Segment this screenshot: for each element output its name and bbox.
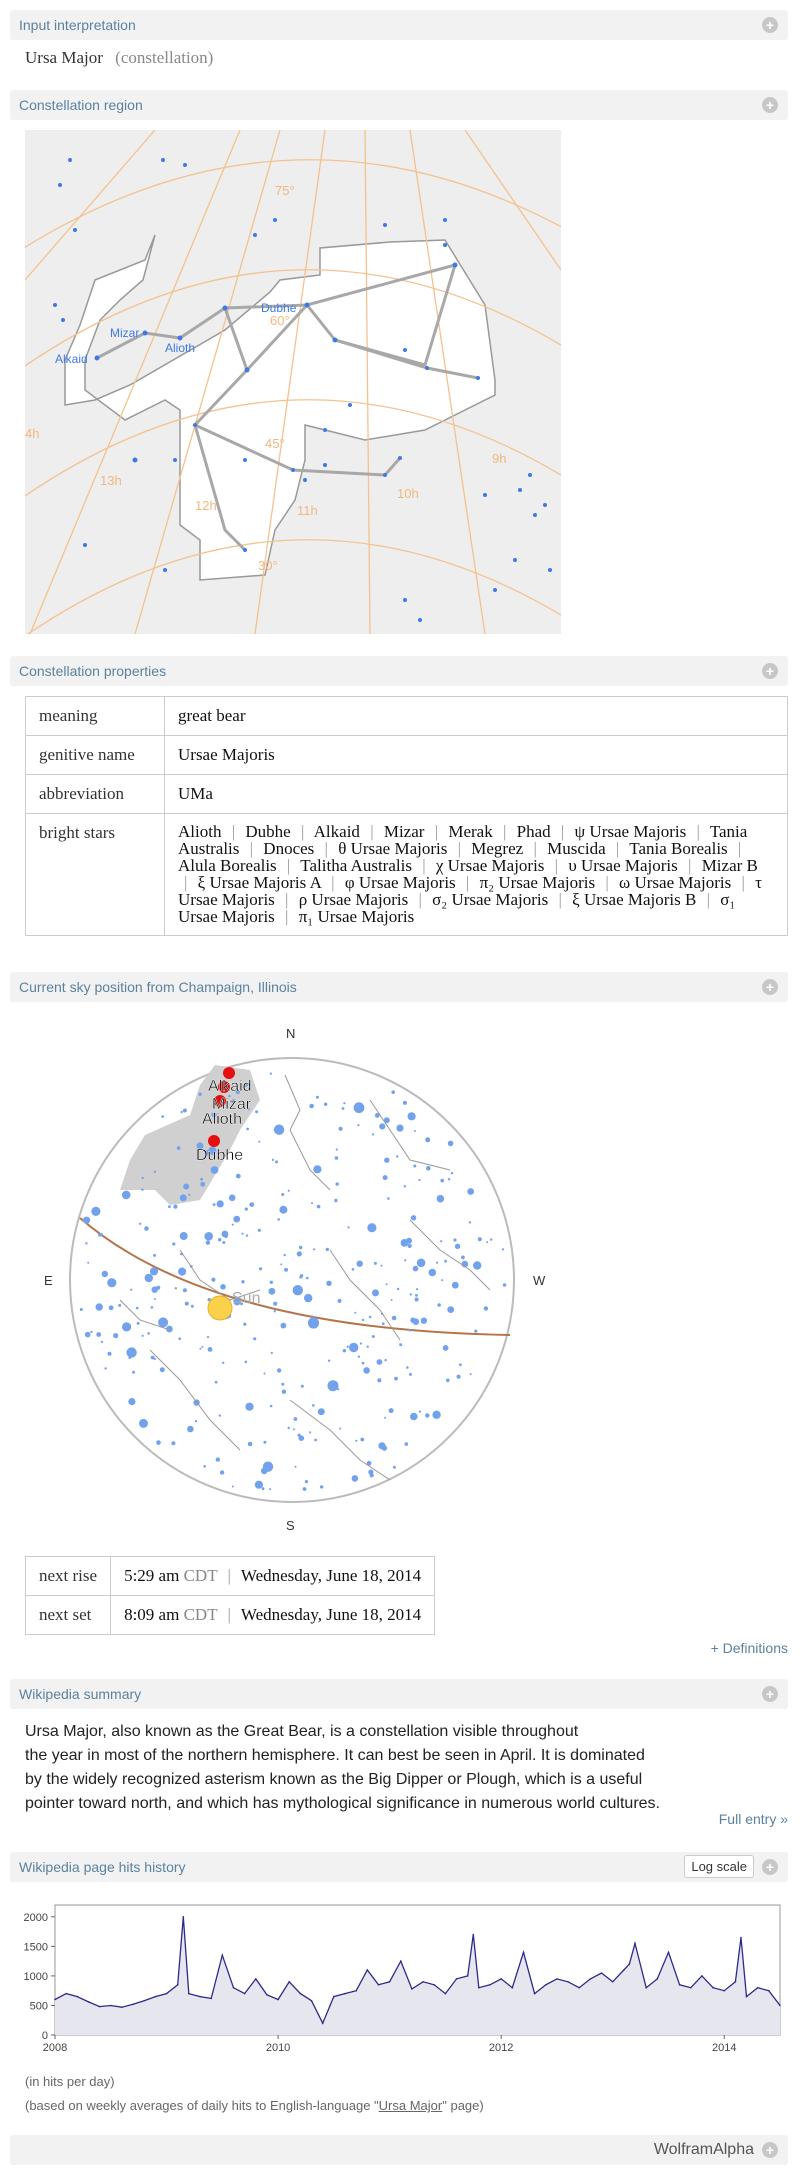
pod-title: Current sky position from Champaign, Illinois xyxy=(19,979,297,995)
separator: | xyxy=(688,856,692,875)
bright-star-item: Alioth xyxy=(178,822,222,841)
properties-table xyxy=(25,696,788,936)
data-point xyxy=(277,1999,279,2001)
data-point xyxy=(355,1990,357,1992)
properties-pod-header xyxy=(10,656,788,686)
data-point xyxy=(679,1984,681,1986)
wiki-pod-header xyxy=(10,1679,788,1709)
row-label: meaning xyxy=(26,697,165,736)
x-tick-label: 2010 xyxy=(265,2042,291,2054)
sky-label-mizar: Mizar xyxy=(212,1096,252,1113)
pod-title: Constellation properties xyxy=(19,663,167,679)
data-point xyxy=(779,2005,781,2007)
source-note-prefix: (based on weekly averages of daily hits to English-language " xyxy=(25,2098,379,2113)
data-point xyxy=(545,1984,547,1986)
x-tick-label: 2014 xyxy=(711,2042,737,2054)
data-point xyxy=(400,1960,402,1962)
data-point xyxy=(210,1998,212,2000)
data-point xyxy=(183,1916,185,1918)
data-point xyxy=(411,1988,413,1990)
set-label: next set xyxy=(26,1596,111,1635)
compass-n: N xyxy=(286,1026,296,1041)
table-row xyxy=(26,736,788,775)
unit-note: (in hits per day) xyxy=(25,2074,115,2089)
data-point xyxy=(768,1990,770,1992)
bright-star-item: Phad xyxy=(516,822,551,841)
data-point xyxy=(746,1996,748,1998)
bright-star-item: Megrez xyxy=(471,839,524,858)
expand-plus-icon[interactable]: + xyxy=(762,663,778,679)
expand-plus-icon[interactable]: + xyxy=(762,2142,778,2158)
data-point xyxy=(199,1996,201,1998)
y-tick-label: 0 xyxy=(41,2030,48,2042)
bright-star-item: υ Ursae Majoris xyxy=(568,856,678,875)
input-interpretation xyxy=(25,48,213,68)
data-point xyxy=(634,1943,636,1945)
map-grid-label: 60° xyxy=(270,313,290,328)
rise-tz: CDT xyxy=(183,1566,218,1585)
separator: | xyxy=(249,839,254,858)
map-grid-label: 9h xyxy=(492,451,507,466)
separator: | xyxy=(422,856,426,875)
source-note-suffix: " page) xyxy=(442,2098,484,2113)
sky-map xyxy=(30,1020,570,1540)
data-point xyxy=(740,1937,742,1939)
separator: | xyxy=(696,822,700,841)
bright-star-item: ω Ursae Majoris xyxy=(619,873,732,892)
sky-label-alkaid: Alkaid xyxy=(208,1078,252,1095)
data-point xyxy=(333,1996,335,1998)
data-point xyxy=(534,1993,536,1995)
data-point xyxy=(478,1987,480,1989)
constellation-name: Ursa Major xyxy=(25,48,103,67)
data-point xyxy=(473,1934,475,1936)
row-value: UMa xyxy=(165,775,788,814)
bright-star-item: Tania Australis xyxy=(178,822,748,858)
separator: | xyxy=(300,822,305,841)
data-point xyxy=(578,1987,580,1989)
data-point xyxy=(233,1987,235,1989)
separator: | xyxy=(331,873,335,892)
map-label-mizar: Mizar xyxy=(110,326,140,340)
bright-star-item: Muscida xyxy=(547,839,606,858)
footer-bar xyxy=(10,2135,788,2165)
bright-star-item: Talitha Australis xyxy=(300,856,412,875)
expand-plus-icon[interactable]: + xyxy=(762,17,778,33)
separator: | xyxy=(184,873,188,892)
compass-s: S xyxy=(286,1518,295,1533)
y-tick-label: 2000 xyxy=(23,1911,48,1924)
data-point xyxy=(629,1963,631,1965)
map-grid-label: 12h xyxy=(195,498,217,513)
separator: | xyxy=(418,890,422,909)
separator: | xyxy=(324,839,328,858)
data-point xyxy=(500,1978,502,1980)
bright-star-item: Mizar xyxy=(383,822,425,841)
data-point xyxy=(344,1993,346,1995)
y-tick-label: 500 xyxy=(29,2000,48,2013)
data-point xyxy=(567,1981,569,1983)
row-value: Ursae Majoris xyxy=(165,736,788,775)
map-grid-label: 11h xyxy=(297,503,318,518)
separator: | xyxy=(554,856,559,875)
expand-plus-icon[interactable]: + xyxy=(762,97,778,113)
definitions-link[interactable]: + Definitions xyxy=(710,1640,788,1656)
wiki-summary-text xyxy=(25,1720,685,1816)
log-scale-button[interactable]: Log scale xyxy=(684,1855,754,1878)
compass-w: W xyxy=(533,1273,546,1288)
pod-title: Constellation region xyxy=(19,97,143,113)
bright-star-item: σ₁ Ursae Majoris xyxy=(178,890,736,926)
data-point xyxy=(645,1987,647,1989)
table-row: next set 8:09 am CDT | Wednesday, June 18, 2014 xyxy=(26,1596,435,1635)
data-point xyxy=(188,1993,190,1995)
set-tz: CDT xyxy=(183,1605,218,1624)
table-row xyxy=(26,697,788,736)
separator: | xyxy=(533,839,537,858)
constellation-region-map xyxy=(25,130,561,634)
separator: | xyxy=(370,822,374,841)
bright-stars-list xyxy=(165,814,788,936)
data-point xyxy=(668,1952,670,1954)
data-point xyxy=(456,1978,458,1980)
data-point xyxy=(367,1969,369,1971)
data-point xyxy=(757,1987,759,1989)
data-point xyxy=(255,1978,257,1980)
data-point xyxy=(735,1981,737,1983)
data-point xyxy=(177,1984,179,1986)
separator: | xyxy=(457,839,462,858)
map-label-dubhe: Dubhe xyxy=(261,301,297,315)
row-label: abbreviation xyxy=(26,775,165,814)
data-point xyxy=(311,2000,313,2002)
table-row: next rise 5:29 am CDT | Wednesday, June 18, 2014 xyxy=(26,1557,435,1596)
data-point xyxy=(222,1954,224,1956)
map-grid-label: 75° xyxy=(275,183,295,198)
bright-star-item: χ Ursae Majoris xyxy=(435,856,545,875)
data-point xyxy=(623,1969,625,1971)
separator: | xyxy=(615,839,620,858)
data-point xyxy=(88,2001,90,2003)
sky-label-alioth: Alioth xyxy=(202,1111,243,1128)
sky-label-dubhe: Dubhe xyxy=(196,1147,244,1164)
wolframalpha-brand: WolframAlpha xyxy=(653,2141,754,2158)
bright-star-item: Tania Borealis xyxy=(629,839,728,858)
hits-pod-header xyxy=(10,1852,788,1882)
data-point xyxy=(723,1990,725,1992)
separator: | xyxy=(737,839,742,858)
data-point xyxy=(389,1981,391,1983)
y-tick-label: 1000 xyxy=(23,1970,48,1983)
bright-star-item: π₂ Ursae Majoris xyxy=(479,873,596,892)
map-label-alkaid: Alkaid xyxy=(55,352,88,366)
data-point xyxy=(121,2006,123,2008)
table-row xyxy=(26,814,788,936)
rise-set-table xyxy=(25,1556,435,1635)
table-row xyxy=(26,775,788,814)
map-grid-label: 4h xyxy=(25,426,40,441)
separator: | xyxy=(285,907,289,926)
pod-title: Input interpretation xyxy=(19,17,136,33)
wiki-line: the year in most of the northern hemisphere. It can best be seen in April. It is dominated xyxy=(25,1747,645,1764)
bright-star-item: Merak xyxy=(448,822,493,841)
data-point xyxy=(601,1972,603,1974)
expand-plus-icon[interactable]: + xyxy=(762,979,778,995)
bright-star-item: σ₂ Ursae Majoris xyxy=(432,890,549,909)
bright-star-item: Dubhe xyxy=(245,822,291,841)
data-point xyxy=(266,1994,268,1996)
hits-chart xyxy=(10,1895,790,2055)
data-point xyxy=(143,2000,145,2002)
bright-star-item: ξ Ursae Majoris A xyxy=(197,873,321,892)
bright-star-item: ξ Ursae Majoris B xyxy=(572,890,697,909)
separator: | xyxy=(434,822,439,841)
rise-date: Wednesday, June 18, 2014 xyxy=(240,1566,422,1585)
data-point xyxy=(657,1978,659,1980)
x-tick-label: 2012 xyxy=(488,2042,514,2054)
data-point xyxy=(300,1993,302,1995)
row-label: genitive name xyxy=(26,736,165,775)
pod-title: Wikipedia summary xyxy=(19,1686,142,1702)
wiki-line: by the widely recognized asterism known as the Big Dipper or Plough, which is a useful xyxy=(25,1771,643,1788)
separator: | xyxy=(741,873,745,892)
data-point xyxy=(132,2004,134,2006)
rise-time: 5:29 am xyxy=(124,1566,180,1585)
data-point xyxy=(512,1987,514,1989)
bright-star-item: τ Ursae Majoris xyxy=(178,873,762,909)
data-point xyxy=(712,1987,714,1989)
separator: | xyxy=(286,856,291,875)
expand-plus-icon[interactable]: + xyxy=(762,1686,778,1702)
separator: | xyxy=(285,890,289,909)
wiki-line: Ursa Major, also known as the Great Bear, is a constellation visible throughout xyxy=(25,1723,579,1740)
data-point xyxy=(467,1975,469,1977)
pod-title: Wikipedia page hits history xyxy=(19,1859,186,1875)
input-pod-header xyxy=(10,10,788,40)
map-grid-label: 10h xyxy=(397,486,419,501)
separator: | xyxy=(231,822,236,841)
data-point xyxy=(433,1984,435,1986)
data-point xyxy=(690,1987,692,1989)
rise-label: next rise xyxy=(26,1557,111,1596)
data-point xyxy=(54,1999,56,2001)
data-point xyxy=(445,1993,447,1995)
bright-star-item: θ Ursae Majoris xyxy=(338,839,448,858)
row-value: great bear xyxy=(165,697,788,736)
region-pod-header xyxy=(10,90,788,120)
bright-star-item: φ Ursae Majoris xyxy=(344,873,456,892)
data-point xyxy=(523,1952,525,1954)
map-grid-label: 13h xyxy=(100,473,122,488)
bright-star-item: ψ Ursae Majoris xyxy=(574,822,687,841)
sky-pod-header xyxy=(10,972,788,1002)
wiki-line: pointer toward north, and which has mythological significance in numerous world cultures. xyxy=(25,1795,660,1812)
bright-star-item: Alkaid xyxy=(313,822,360,841)
set-time: 8:09 am xyxy=(124,1605,180,1624)
map-grid-label: 30° xyxy=(258,558,278,573)
constellation-qualifier: (constellation) xyxy=(115,48,214,67)
separator: | xyxy=(558,890,562,909)
data-point xyxy=(612,1981,614,1983)
data-point xyxy=(378,1984,380,1986)
data-point xyxy=(110,2005,112,2007)
data-point xyxy=(322,2022,324,2024)
separator: | xyxy=(706,890,710,909)
row-label: bright stars xyxy=(26,814,165,936)
data-point xyxy=(99,2006,101,2008)
full-entry-link[interactable]: Full entry » xyxy=(718,1811,788,1827)
bright-star-item: Mizar B xyxy=(701,856,758,875)
data-point xyxy=(422,1981,424,1983)
set-date: Wednesday, June 18, 2014 xyxy=(240,1605,422,1624)
data-point xyxy=(65,1993,67,1995)
bright-star-item: ρ Ursae Majoris xyxy=(298,890,409,909)
bright-star-item: Alula Borealis xyxy=(178,856,277,875)
data-point xyxy=(155,1996,157,1998)
x-tick-label: 2008 xyxy=(42,2042,68,2054)
data-point xyxy=(77,1996,79,1998)
data-point xyxy=(701,1975,703,1977)
data-point xyxy=(590,1978,592,1980)
map-grid-label: 45° xyxy=(265,436,285,451)
separator: | xyxy=(560,822,565,841)
separator: | xyxy=(502,822,507,841)
sun-label: Sun xyxy=(232,1290,261,1307)
data-point xyxy=(556,1978,558,1980)
data-point xyxy=(166,1993,168,1995)
source-note xyxy=(25,2098,484,2113)
data-point xyxy=(244,1993,246,1995)
separator: | xyxy=(465,873,470,892)
bright-star-item: Dnoces xyxy=(263,839,315,858)
y-tick-label: 1500 xyxy=(23,1941,48,1954)
data-point xyxy=(489,1984,491,1986)
separator: | xyxy=(605,873,609,892)
expand-plus-icon[interactable]: + xyxy=(762,1859,778,1875)
data-point xyxy=(288,1981,290,1983)
source-note-link[interactable]: Ursa Major xyxy=(378,2098,443,2113)
map-label-alioth: Alioth xyxy=(165,341,196,355)
bright-star-item: π₁ Ursae Majoris xyxy=(298,907,415,926)
compass-e: E xyxy=(44,1273,53,1288)
